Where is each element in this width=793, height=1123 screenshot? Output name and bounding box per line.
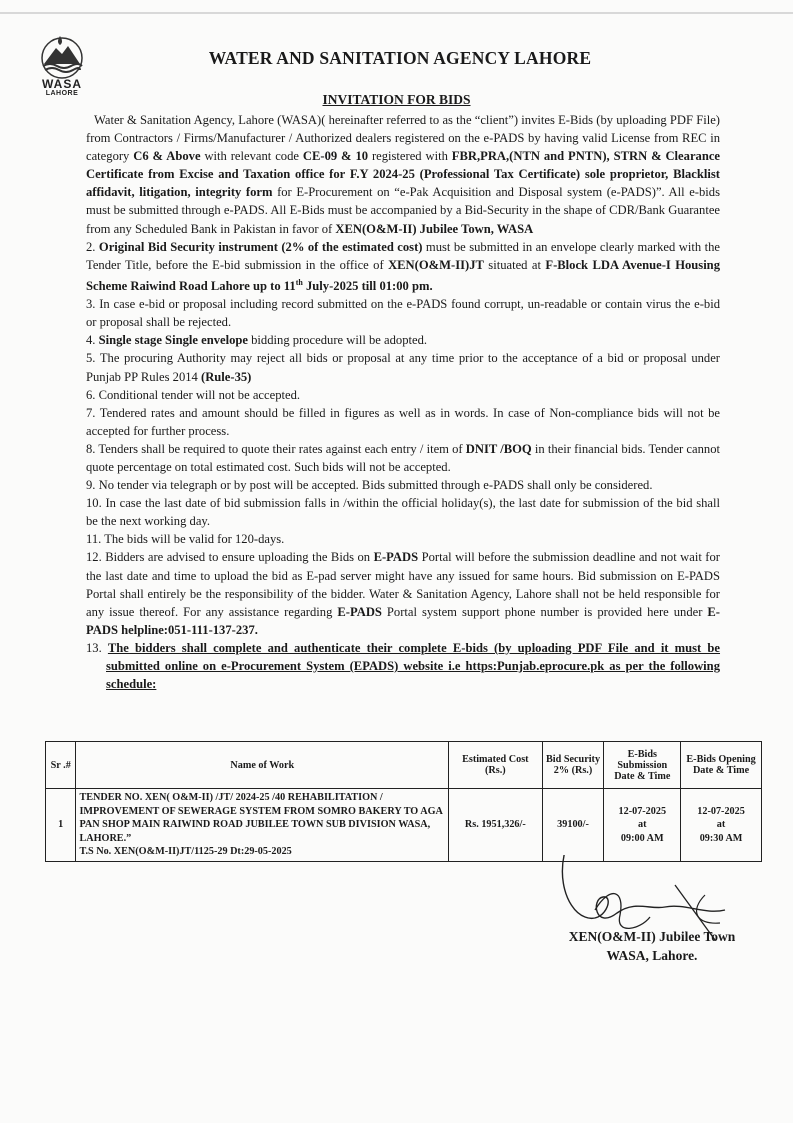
cell-sr: 1	[46, 789, 76, 862]
clause-12-epads-1: E-PADS	[373, 550, 419, 565]
clause-10: 10. In case the last date of bid submission falls in /within the official holiday(s), the last date for submission of the bid shall be the next working day.	[86, 496, 720, 529]
opening-date: 12-07-2025	[697, 805, 745, 817]
clause-13-num: 13.	[86, 640, 108, 655]
signatory-place: WASA, Lahore.	[606, 948, 698, 963]
clause-2	[86, 238, 720, 295]
clause-1-text-a: Water & Sanitation Agency, Lahore (WASA)( hereinafter referred to as the “client”) invites E-Bids (by uploading PDF File) from Contractors / Firms/Manufacturer / Authorized dealers registered on the e-PADS by having valid License from REC in category	[86, 113, 720, 164]
opening-time: 09:30 AM	[699, 832, 743, 844]
clause-7: 7. Tendered rates and amount should be filled in figures as well as in words. In case of Non-compliance bids will not be accepted for further process.	[86, 405, 720, 438]
cell-estimated-cost: Rs. 1951,326/-	[449, 789, 542, 862]
clause-8-boq: DNIT /BOQ	[465, 441, 532, 456]
clause-13-text: The bidders shall complete and authenticate their complete E-bids (by uploading PDF File and it must be submitted online on e-Procurement System (EPADS) website i.e https:Punjab.eprocure.pk as per the following schedule:	[106, 640, 721, 692]
col-header-opening: E-Bids Opening Date & Time	[681, 742, 762, 789]
clause-1-category: C6 & Above	[133, 149, 201, 164]
clause-1-text-c: with relevant code	[200, 149, 303, 164]
col-header-sr: Sr .#	[46, 742, 76, 789]
clause-5	[86, 349, 720, 385]
clause-12-helpline: E-PADS helpline:051-111-137-237.	[86, 604, 720, 637]
clause-5-text: 5. The procuring Authority may reject all bids or proposal at any time prior to the acceptance of a bid or proposal under Punjab PP Rules 2014	[86, 351, 720, 384]
col-header-name: Name of Work	[76, 742, 449, 789]
agency-title: WATER AND SANITATION AGENCY LAHORE	[208, 48, 592, 68]
logo-subtext: LAHORE	[45, 90, 79, 97]
clause-12-text-c: Portal will before the submission deadline and not wait for the last date and time to upload the bid as E-pad server might have any issued for same hours. Bid submission on E-PADS Portal shall entirely be the responsibility of the bidder. Water & Sanitation Agency, Lahore shall not be held responsible for any issue thereof. For any assistance regarding	[86, 550, 720, 619]
clause-11: 11. The bids will be valid for 120-days.	[86, 532, 285, 547]
clause-1-favor: XEN(O&M-II) Jubilee Town, WASA	[335, 221, 534, 236]
cell-bid-security: 39100/-	[542, 789, 604, 862]
clause-12-text-e: Portal system support phone number is provided here under	[381, 604, 708, 619]
col-header-cost: Estimated Cost (Rs.)	[449, 742, 542, 789]
submission-date: 12-07-2025	[618, 805, 667, 817]
notice-body	[86, 111, 720, 693]
clause-8-text-c: in their financial bids. Tender cannot quote percentage on total estimated cost. Such bids will not be accepted.	[86, 441, 720, 474]
table-row	[46, 789, 762, 862]
clause-4	[86, 331, 720, 349]
clause-1-registrations: FBR,PRA,(NTN and PNTN), STRN & Clearance Certificate from Excise and Taxation office for F.Y 2024-25 (Professional Tax Certificate) sole proprietor, Blacklist affidavit, litigation, integrity form	[86, 149, 721, 200]
schedule-table	[45, 741, 762, 862]
clause-2-address: F-Block LDA Avenue-I Housing Scheme Raiwind Road Lahore up to 11	[86, 257, 720, 294]
clause-12-text-a: 12. Bidders are advised to ensure uploading the Bids on	[86, 550, 374, 565]
cell-opening	[681, 789, 762, 862]
logo-text: WASA	[42, 77, 82, 91]
clause-2-text-e: situated at	[483, 257, 546, 272]
clause-2-text-c: must be submitted in an envelope clearly marked with the Tender Title, before the E-bid submission in the office of	[86, 239, 720, 272]
clause-8-text-a: 8. Tenders shall be required to quote their rates against each entry / item of	[86, 441, 466, 456]
clause-13	[86, 639, 720, 693]
clause-2-sup: th	[295, 277, 303, 287]
clause-12	[86, 548, 720, 638]
clause-2-security: Original Bid Security instrument (2% of the estimated cost)	[98, 239, 423, 254]
schedule-header-row	[46, 742, 762, 789]
clause-5-rule: (Rule-35)	[201, 369, 252, 384]
clause-1-text-g: for E-Procurement on “e-Pak Acquisition and Disposal system (e-PADS)”. All e-bids must be submitted through e-PADS. All E-Bids must be accompanied by a Bid-Security in the shape of CDR/Bank Guarantee from any Scheduled Bank in Pakistan in favor of	[86, 185, 720, 236]
signatory-title: XEN(O&M-II) Jubilee Town	[568, 929, 736, 944]
clause-1	[86, 111, 720, 238]
signatory-block	[522, 927, 782, 965]
opening-at: at	[716, 819, 726, 830]
clause-2-office: XEN(O&M-II)JT	[388, 257, 484, 272]
submission-time: 09:00 AM	[620, 832, 664, 844]
cell-name-of-work	[76, 789, 449, 862]
col-header-submission: E-Bids Submission Date & Time	[604, 742, 681, 789]
document-heading: INVITATION FOR BIDS	[322, 92, 471, 107]
cell-submission	[604, 789, 681, 862]
ts-number: T.S No. XEN(O&M-II)JT/1125-29 Dt:29-05-2025	[79, 846, 292, 857]
clause-3: 3. In case e-bid or proposal including record submitted on the e-PADS found corrupt, un-readable or contain virus the e-bid or proposal shall be rejected.	[86, 297, 720, 330]
clause-4-procedure: Single stage Single envelope	[98, 333, 248, 348]
clause-4-num: 4.	[86, 333, 99, 348]
clause-2-deadline: July-2025 till 01:00 pm.	[302, 279, 433, 294]
clause-4-text: bidding procedure will be adopted.	[247, 333, 428, 348]
col-header-security: Bid Security 2% (Rs.)	[542, 742, 604, 789]
scan-edge-line	[0, 12, 793, 14]
clause-1-text-e: registered with	[368, 149, 452, 164]
clause-12-epads-2: E-PADS	[337, 604, 382, 619]
clause-2-num: 2.	[86, 239, 99, 254]
clause-8	[86, 440, 720, 476]
submission-at: at	[638, 819, 647, 830]
clause-1-code: CE-09 & 10	[302, 149, 369, 164]
clause-6: 6. Conditional tender will not be accepted.	[86, 387, 301, 402]
clause-9: 9. No tender via telegraph or by post will be accepted. Bids submitted through e-PADS shall only be considered.	[86, 478, 653, 493]
tender-title: TENDER NO. XEN( O&M-II) /JT/ 2024-25 /40 REHABILITATION / IMPROVEMENT OF SEWERAGE SYSTEM FROM SOMRO BAKERY TO AGA PAN SHOP MAIN RAIWIND ROAD JUBILEE TOWN SUB DIVISION WASA, LAHORE.”	[79, 792, 443, 844]
